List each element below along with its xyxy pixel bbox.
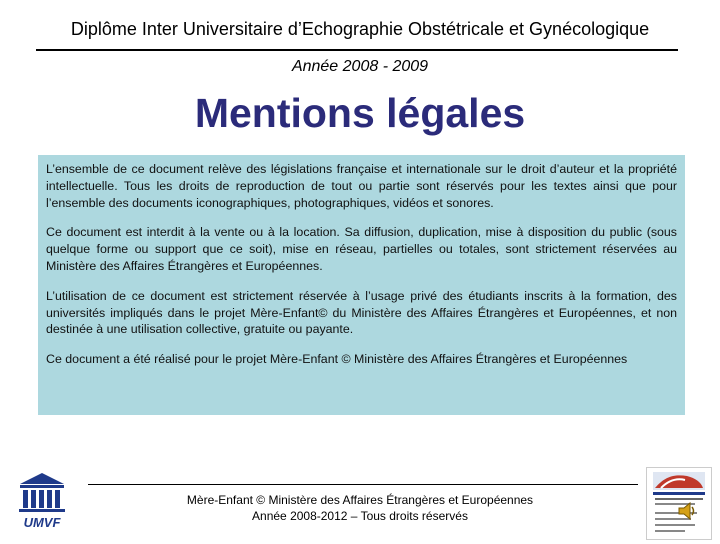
paragraph-credits: Ce document a été réalisé pour le projet Mère-Enfant © Ministère des Affaires Étrangères et Européennes	[46, 352, 628, 367]
paragraph-distribution: Ce document est interdit à la vente ou à la location. Sa diffusion, duplication, mise à disposition du public (sous quelque forme ou support que ce soit), mise en réseau, partielles ou totales, sont strictement réservées au Ministère des Affaires Étrangères et Européennes.	[46, 225, 677, 273]
page-title: Mentions légales	[194, 90, 526, 136]
paragraph-usage: L’utilisation de ce document est strictement réservée à l’usage privé des étudiants inscrits à la formation, des universités impliqués dans le projet Mère-Enfant© du Ministère des Affaires Étrangères et Européennes, et non destinée à une utilisation collective, gratuite ou payante.	[46, 288, 677, 337]
footer-divider	[88, 484, 638, 485]
header-title: Diplôme Inter Universitaire d’Echographie Obstétricale et Gynécologique	[70, 19, 650, 39]
umvf-logo	[14, 470, 70, 530]
footer-rights: Année 2008-2012 – Tous droits réservés	[252, 509, 468, 523]
paragraph-copyright: L’ensemble de ce document relève des législations française et internationale sur le droit d’auteur et la propriété intellectuelle. Tous les droits de reproduction de tout ou partie sont réservés pour les textes ainsi que pour l’ensemble des documents iconographiques, photographiques, vidéos et sonores.	[46, 162, 677, 210]
speaker-icon[interactable]	[677, 500, 697, 522]
footer-copyright: Mère-Enfant © Ministère des Affaires Étrangères et Européennes	[186, 493, 534, 507]
umvf-logo-text: UMVF	[23, 515, 61, 530]
year-subtitle: Année 2008 - 2009	[291, 58, 429, 75]
legal-notice-box	[38, 155, 685, 415]
header-divider	[36, 49, 678, 51]
